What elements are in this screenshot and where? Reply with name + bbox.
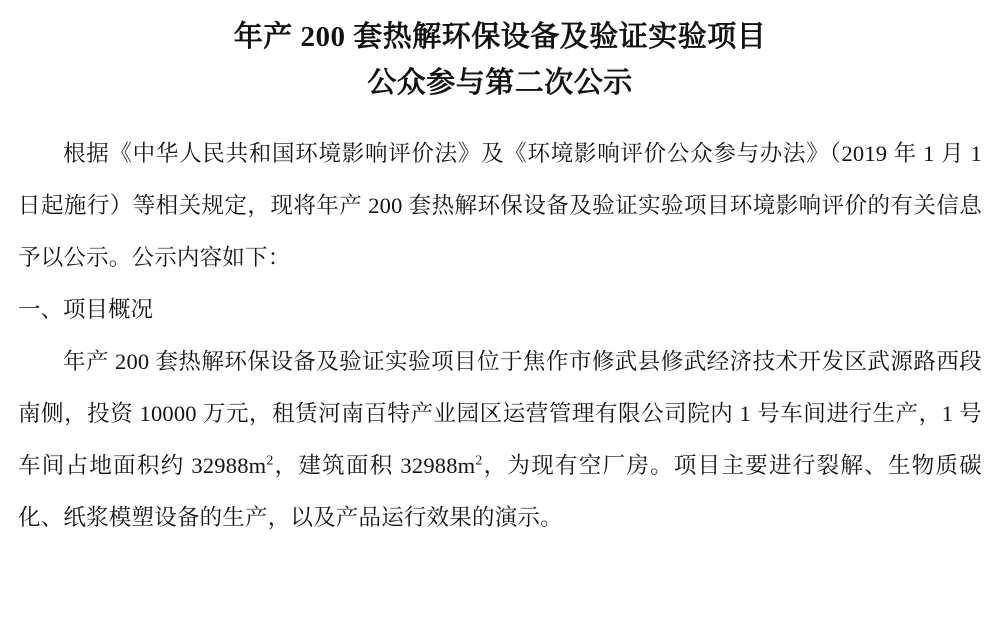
section-body-project-overview bbox=[18, 336, 982, 544]
section-body-part-3: ，为现有空厂房。项目主要进行裂解、生物质碳化、纸浆模塑设备的生产，以及产品运行效果的演示。 bbox=[18, 453, 982, 530]
document-body bbox=[18, 128, 982, 544]
document-title-line-1: 年产 200 套热解环保设备及验证实验项目 bbox=[233, 21, 767, 53]
section-heading-project-overview: 一、项目概况 bbox=[18, 297, 154, 322]
intro-paragraph: 根据《中华人民共和国环境影响评价法》及《环境影响评价公众参与办法》（2019 年 1 月 1 日起施行）等相关规定，现将年产 200 套热解环保设备及验证实验项目环境影响评价的有关信息予以公示。公示内容如下： bbox=[18, 141, 982, 270]
document-title-line-2: 公众参与第二次公示 bbox=[367, 67, 633, 99]
section-body-part-2: ，建筑面积 32988m bbox=[273, 453, 476, 478]
section-body-part-1: 年产 200 套热解环保设备及验证实验项目位于焦作市修武县修武经济技术开发区武源路西段南侧，投资 10000 万元，租赁河南百特产业园区运营管理有限公司院内 1 号车间进行生产，1 号车间占地面积约 32988m bbox=[18, 349, 982, 478]
area-superscript-1: 2 bbox=[266, 453, 274, 469]
document-title bbox=[18, 14, 982, 106]
area-superscript-2: 2 bbox=[475, 453, 483, 469]
